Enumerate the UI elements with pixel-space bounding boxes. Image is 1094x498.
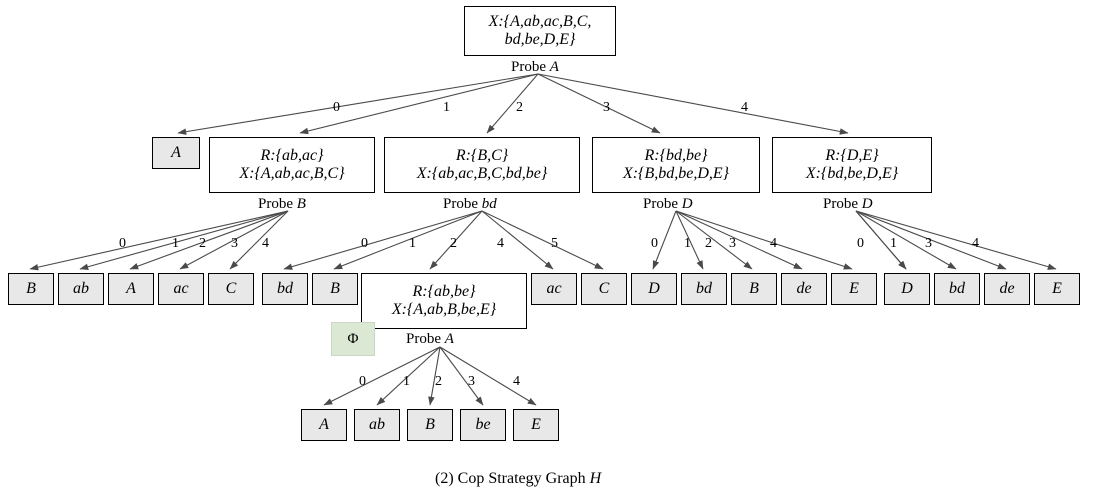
edge <box>178 74 538 133</box>
edge-label: 1 <box>172 236 179 251</box>
edge-label: 0 <box>359 374 366 389</box>
edge <box>538 74 660 133</box>
edge-label: 3 <box>729 236 736 251</box>
node-line: B <box>330 279 340 297</box>
node-line: E <box>1052 279 1062 297</box>
probe-symbol: B <box>296 196 306 212</box>
leaf-node <box>208 273 254 305</box>
node-line: B <box>26 279 36 297</box>
node-line: A <box>319 415 329 433</box>
node-line: bd <box>277 279 293 297</box>
node-line: de <box>796 279 812 297</box>
state-node <box>772 137 932 193</box>
edge-label: 4 <box>497 236 504 251</box>
leaf-node <box>984 273 1030 305</box>
state-node <box>209 137 375 193</box>
node-line: be <box>475 415 491 433</box>
probe-symbol: A <box>444 331 454 347</box>
probe-prefix: Probe <box>643 196 682 212</box>
node-line: B <box>425 415 435 433</box>
node-line: B <box>749 279 759 297</box>
edge-label: 0 <box>333 100 340 115</box>
state-node <box>592 137 760 193</box>
node-line: R:{ab,be} <box>412 282 476 300</box>
probe-label <box>443 196 497 213</box>
edge <box>482 211 553 269</box>
leaf-node <box>460 409 506 441</box>
edge <box>676 211 802 269</box>
edge <box>856 211 956 269</box>
leaf-node <box>531 273 577 305</box>
leaf-node <box>354 409 400 441</box>
leaf-node <box>781 273 827 305</box>
edge <box>440 347 483 405</box>
edge <box>676 211 852 269</box>
probe-prefix: Probe <box>406 331 445 347</box>
node-line: ab <box>369 415 385 433</box>
node-line: D <box>648 279 660 297</box>
edge <box>230 211 288 269</box>
probe-prefix: Probe <box>511 59 550 75</box>
probe-symbol: A <box>549 59 559 75</box>
node-line: de <box>999 279 1015 297</box>
edge-label: 1 <box>409 236 416 251</box>
edge <box>538 74 848 133</box>
edge-label: 2 <box>199 236 206 251</box>
caption-symbol: H <box>589 470 602 487</box>
node-line: R:{ab,ac} <box>260 146 324 164</box>
caption-text: (2) Cop Strategy Graph <box>435 470 590 487</box>
edge-label: 1 <box>443 100 450 115</box>
leaf-node <box>312 273 358 305</box>
edge-label: 1 <box>684 236 691 251</box>
leaf-node <box>301 409 347 441</box>
leaf-node <box>1034 273 1080 305</box>
leaf-node <box>731 273 777 305</box>
leaf-node <box>513 409 559 441</box>
edge-label: 5 <box>551 236 558 251</box>
node-line: R:{B,C} <box>455 146 509 164</box>
node-line: R:{D,E} <box>825 146 879 164</box>
node-line: D <box>901 279 913 297</box>
leaf-node <box>152 137 200 169</box>
probe-prefix: Probe <box>823 196 862 212</box>
node-line: ac <box>173 279 189 297</box>
probe-symbol: bd <box>481 196 497 212</box>
leaf-node <box>934 273 980 305</box>
node-line: bd,be,D,E} <box>504 31 576 48</box>
edge-label: 2 <box>450 236 457 251</box>
probe-symbol: D <box>861 196 873 212</box>
edge <box>487 74 538 133</box>
edge <box>440 347 536 405</box>
node-line: C <box>598 279 610 297</box>
node-line: X:{bd,be,D,E} <box>805 165 899 182</box>
edge <box>80 211 288 269</box>
edge-label: 4 <box>972 236 979 251</box>
edge-label: 0 <box>651 236 658 251</box>
node-line: bd <box>949 279 965 297</box>
node-line: ac <box>546 279 562 297</box>
leaf-node <box>631 273 677 305</box>
leaf-node <box>407 409 453 441</box>
probe-label <box>258 196 306 213</box>
probe-label <box>823 196 873 213</box>
edge <box>856 211 1056 269</box>
node-line: C <box>225 279 237 297</box>
edge <box>30 211 288 269</box>
edge-label: 0 <box>119 236 126 251</box>
state-node <box>464 6 616 56</box>
probe-label <box>643 196 693 213</box>
edge-label: 0 <box>361 236 368 251</box>
node-line: X:{B,bd,be,D,E} <box>622 165 730 182</box>
leaf-node <box>262 273 308 305</box>
leaf-node <box>8 273 54 305</box>
edge-label: 4 <box>262 236 269 251</box>
leaf-node <box>58 273 104 305</box>
probe-label <box>511 59 559 76</box>
edge-label: 2 <box>705 236 712 251</box>
probe-symbol: D <box>681 196 693 212</box>
node-line: X:{A,ab,ac,B,C} <box>239 165 345 182</box>
phi-node: Φ <box>331 322 375 356</box>
node-line: E <box>849 279 859 297</box>
edge-label: 3 <box>231 236 238 251</box>
edge-label: 2 <box>516 100 523 115</box>
figure-caption <box>435 470 601 488</box>
node-line: ab <box>73 279 89 297</box>
node-line: X:{ab,ac,B,C,bd,be} <box>416 165 548 182</box>
node-line: R:{bd,be} <box>644 146 708 164</box>
leaf-node <box>831 273 877 305</box>
node-line: A <box>126 279 136 297</box>
node-line: X:{A,ab,B,be,E} <box>391 301 497 318</box>
probe-prefix: Probe <box>443 196 482 212</box>
state-node <box>361 273 527 329</box>
probe-prefix: Probe <box>258 196 297 212</box>
leaf-node <box>158 273 204 305</box>
leaf-node <box>681 273 727 305</box>
edge-label: 4 <box>513 374 520 389</box>
leaf-node <box>581 273 627 305</box>
state-node <box>384 137 580 193</box>
node-line: A <box>171 143 181 161</box>
edge-label: 1 <box>403 374 410 389</box>
probe-label <box>406 331 454 348</box>
node-line: X:{A,ab,ac,B,C, <box>488 12 592 30</box>
edge-label: 2 <box>435 374 442 389</box>
edge-label: 0 <box>857 236 864 251</box>
edge-label: 3 <box>925 236 932 251</box>
node-line: E <box>531 415 541 433</box>
edge-label: 3 <box>603 100 610 115</box>
leaf-node <box>108 273 154 305</box>
edge-label: 4 <box>770 236 777 251</box>
node-line: bd <box>696 279 712 297</box>
edge-label: 3 <box>468 374 475 389</box>
edge-label: 4 <box>741 100 748 115</box>
edge <box>334 211 482 269</box>
edge-label: 1 <box>890 236 897 251</box>
leaf-node <box>884 273 930 305</box>
